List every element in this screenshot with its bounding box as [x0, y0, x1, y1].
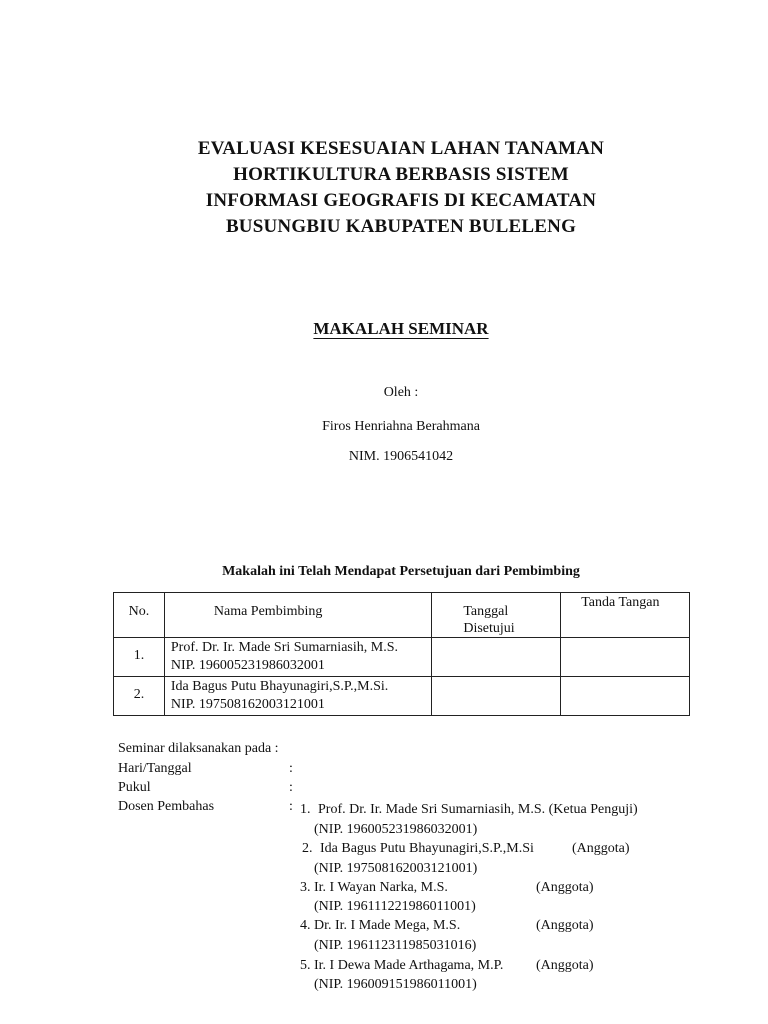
hari-tanggal-label: Hari/Tanggal: [118, 761, 192, 776]
seminar-dilaksanakan: Seminar dilaksanakan pada :: [118, 741, 279, 756]
dosen-pembahas-colon: :: [289, 799, 293, 814]
dosen-role: (Anggota): [536, 958, 594, 973]
dosen-number: 2.: [302, 841, 313, 856]
dosen-nip: (NIP. 196112311985031016): [314, 938, 477, 953]
subtitle-text: MAKALAH SEMINAR: [313, 319, 489, 338]
header-no-label: No.: [128, 604, 150, 619]
dosen-number: 3.: [300, 880, 311, 895]
dosen-item: [300, 802, 638, 818]
title-line: EVALUASI KESESUAIAN LAHAN TANAMAN: [197, 138, 605, 159]
dosen-name: Dr. Ir. I Made Mega, M.S.: [314, 918, 461, 933]
dosen-role: (Anggota): [536, 918, 594, 933]
row-no: [114, 638, 165, 677]
dosen-item: [302, 841, 534, 857]
row-no: [114, 677, 165, 716]
dosen-nip: (NIP. 196111221986011001): [314, 899, 476, 914]
title-line: HORTIKULTURA BERBASIS SISTEM: [233, 164, 569, 185]
author-nim: NIM. 1906541042: [348, 449, 454, 464]
author-name: Firos Henriahna Berahmana: [322, 419, 480, 434]
row-no-label: 1.: [133, 648, 145, 663]
dosen-list: [300, 0, 760, 1024]
dosen-pembahas-label: Dosen Pembahas: [118, 799, 215, 814]
header-tanggal-label: Tanggal Disetujui: [463, 604, 515, 636]
pembimbing-name: Ida Bagus Putu Bhayunagiri,S.P.,M.Si.: [170, 679, 389, 694]
dosen-role: (Anggota): [536, 880, 594, 895]
header-nama-label: Nama Pembimbing: [213, 604, 323, 619]
dosen-role: (Anggota): [572, 841, 630, 856]
dosen-nip: (NIP. 196005231986032001): [314, 822, 478, 837]
hari-tanggal-colon: :: [289, 761, 293, 776]
dosen-number: 5.: [300, 958, 311, 973]
pembimbing-name: Prof. Dr. Ir. Made Sri Sumarniasih, M.S.: [170, 640, 398, 655]
dosen-name: Ir. I Dewa Made Arthagama, M.P.: [314, 958, 504, 973]
pembimbing-nip: NIP. 196005231986032001: [170, 658, 325, 673]
pukul-colon: :: [289, 780, 293, 795]
dosen-number: 4.: [300, 918, 311, 933]
dosen-name: Ida Bagus Putu Bhayunagiri,S.P.,M.Si: [320, 841, 534, 856]
dosen-name: Ir. I Wayan Narka, M.S.: [314, 880, 448, 895]
dosen-name: Prof. Dr. Ir. Made Sri Sumarniasih, M.S. (Ketua Penguji): [318, 802, 638, 817]
header-tanda-label: Tanda Tangan: [581, 595, 660, 610]
dosen-item: [300, 880, 448, 896]
dosen-nip: (NIP. 196009151986011001): [314, 977, 477, 992]
dosen-item: [300, 958, 503, 974]
pembimbing-nip: NIP. 197508162003121001: [170, 697, 325, 712]
title-line: INFORMASI GEOGRAFIS DI KECAMATAN: [205, 190, 597, 211]
dosen-number: 1.: [300, 802, 311, 817]
row-no-label: 2.: [133, 687, 145, 702]
oleh-label: Oleh :: [383, 385, 419, 400]
dosen-nip: (NIP. 197508162003121001): [314, 861, 478, 876]
header-no: [114, 593, 165, 638]
approval-heading: Makalah ini Telah Mendapat Persetujuan dari Pembimbing: [222, 564, 580, 579]
pukul-label: Pukul: [118, 780, 151, 795]
dosen-item: [300, 918, 460, 934]
title-line: BUSUNGBIU KABUPATEN BULELENG: [225, 216, 577, 237]
